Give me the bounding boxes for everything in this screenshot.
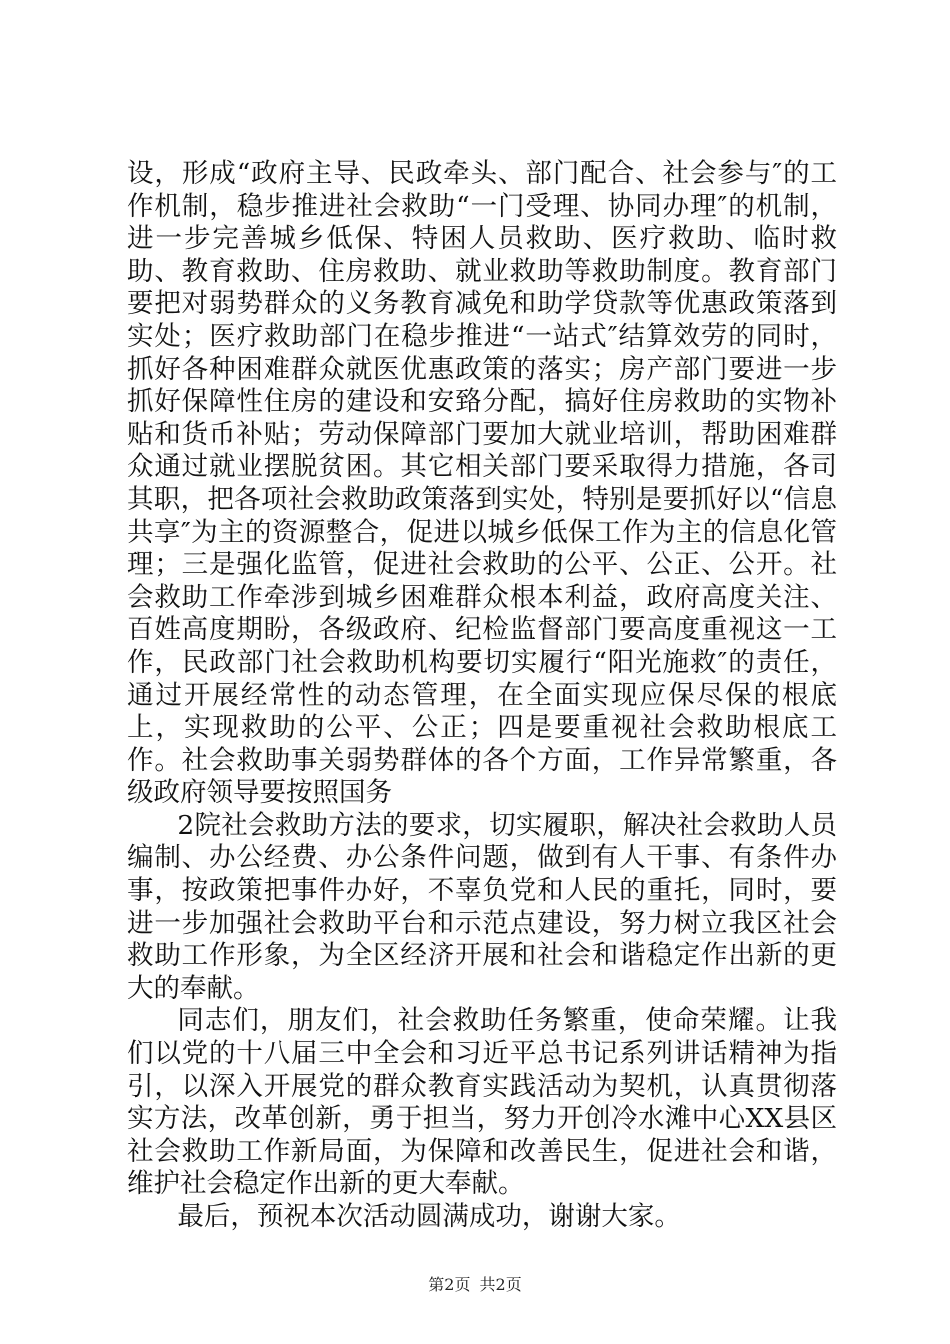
page-number-total: 共2页 [479, 1275, 522, 1294]
paragraph-2: 2院社会救助方法的要求，切实履职，解决社会救助人员编制、办公经费、办公条件问题，做到有人干事、有条件办事，按政策把事件办好，不辜负党和人民的重托，同时，要进一步加强社会救助平台和示范点建设，努力树立我区社会救助工作形象，为全区经济开展和社会和谐稳定作出新的更大的奉献。 [127, 809, 837, 1004]
page-footer [0, 1272, 950, 1295]
paragraph-1: 设，形成“政府主导、民政牵头、部门配合、社会参与″的工作机制，稳步推进社会救助“一门受理、协同办理″的机制，进一步完善城乡低保、特困人员救助、医疗救助、临时救助、教育救助、住房救助、就业救助等救助制度。教育部门要把对弱势群众的义务教育减免和助学贷款等优惠政策落到实处；医疗救助部门在稳步推进“一站式″结算效劳的同时，抓好各种困难群众就医优惠政策的落实；房产部门要进一步抓好保障性住房的建设和安臵分配，搞好住房救助的实物补贴和货币补贴；劳动保障部门要加大就业培训，帮助困难群众通过就业摆脱贫困。其它相关部门要采取得力措施，各司其职，把各项社会救助政策落到实处，特别是要抓好以“信息共享″为主的资源整合，促进以城乡低保工作为主的信息化管理；三是强化监管，促进社会救助的公平、公正、公开。社会救助工作牵涉到城乡困难群众根本利益，政府高度关注、百姓高度期盼，各级政府、纪检监督部门要高度重视这一工作，民政部门社会救助机构要切实履行“阳光施救″的责任，通过开展经常性的动态管理，在全面实现应保尽保的根底上，实现救助的公平、公正；四是要重视社会救助根底工作。社会救助事关弱势群体的各个方面，工作异常繁重，各级政府领导要按照国务 [127, 158, 837, 809]
paragraph-3: 同志们，朋友们，社会救助任务繁重，使命荣耀。让我们以党的十八届三中全会和习近平总书记系列讲话精神为指引，以深入开展党的群众教育实践活动为契机，认真贯彻落实方法，改革创新，勇于担当，努力开创冷水滩中心XX县区社会救助工作新局面，为保障和改善民生，促进社会和谐，维护社会稳定作出新的更大奉献。 [127, 1005, 837, 1200]
paragraph-4: 最后，预祝本次活动圆满成功，谢谢大家。 [177, 1201, 681, 1232]
page-number-current: 第2页 [428, 1275, 471, 1294]
document-body [127, 158, 837, 1234]
